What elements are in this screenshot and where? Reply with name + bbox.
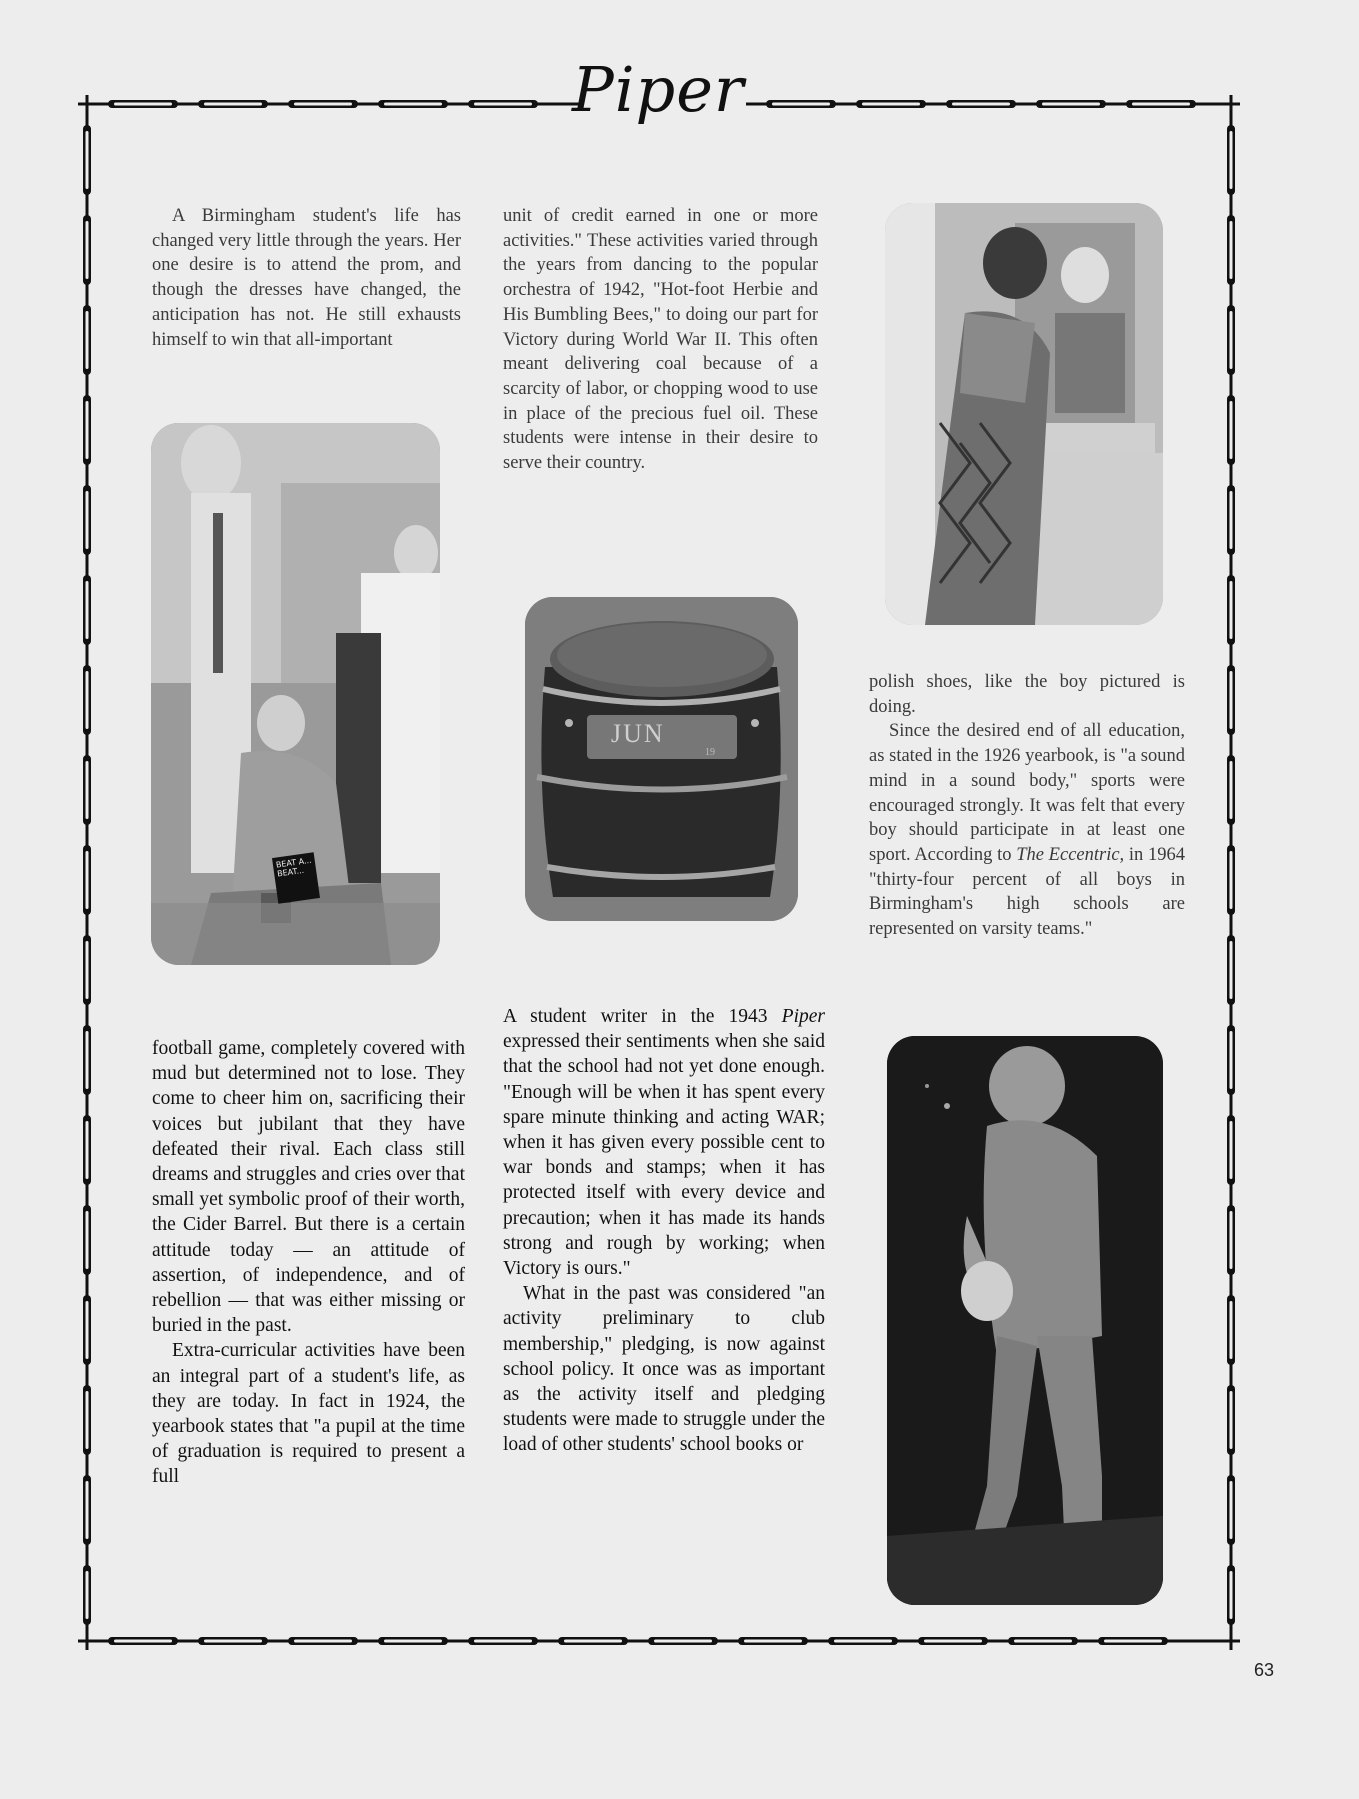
left-paragraph-1: A Birmingham student's life has changed very little through the years. Her one desire is to attend the prom, and though the dresses have changed, the anticipation has not. He still exhausts himself to win that all-important [152,206,461,350]
middle-paragraph-1: unit of credit earned in one or more activities." These activities varied through the years from dancing to the popular orchestra of 1942, "Hot-foot Herbie and His Bumbling Bees," to doing our part for Victory during World War II. This often meant delivering coal because of a scarcity of labor, or chopping wood to use in place of the precious fuel oil. These students were intense in their desire to serve their country. [503,206,818,474]
barrel-plaque-year: 19 [705,747,715,758]
middle-paragraph-2-pre: A student writer in the 1943 [503,1006,782,1027]
right-paragraph-2-italic: The Eccentric, [1016,844,1125,865]
photo-prom-mirror [885,203,1163,625]
middle-paragraph-2 [503,1004,825,1281]
photo-cider-barrel [525,597,798,921]
border-top-right [746,95,1240,113]
barrel-plaque-text: JUN [611,719,665,748]
left-column-top [152,204,461,352]
right-paragraph-2 [869,719,1185,941]
photo-shoe-shine [151,423,440,965]
left-column-bottom [152,1036,465,1490]
middle-column-top [503,204,818,476]
photo-sign: BEAT A... BEAT... [272,852,320,903]
right-paragraph-1: polish shoes, like the boy pictured is doing. [869,672,1185,717]
left-paragraph-3: Extra-curricular activities have been an integral part of a student's life, as they are today. In fact in 1924, the yearbook states that "a pupil at the time of graduation is required to present a full [152,1340,465,1488]
right-paragraph-2-post: in 1964 "thirty-four percent of all boys in Birmingham's high schools are represented on varsity teams." [869,844,1186,940]
left-paragraph-2: football game, completely covered with mud but determined not to lose. They come to cheer him on, sacrificing their voices but jubilant that they have defeated their rival. Each class still dreams and struggles and cries over that small yet symbolic proof of their worth, the Cider Barrel. But there is a certain attitude today — an attitude of assertion, of independence, and of rebellion — that was either missing or buried in the past. [152,1038,465,1337]
border-left [78,95,96,1650]
border-top-left [78,95,580,113]
right-paragraph-2-pre: Since the desired end of all education, as stated in the 1926 yearbook, is "a sound mind in a sound body," sports were encouraged strongly. It was felt that every boy should participate in at least one sport. According to [869,721,1185,865]
middle-paragraph-2-italic: Piper [781,1006,825,1027]
right-column-mid [869,670,1185,942]
border-bottom [78,1632,1240,1650]
page-number: 63 [1253,1660,1274,1680]
border-right [1222,95,1240,1650]
middle-paragraph-2-post: expressed their sentiments when she said that the school had not yet done enough. "Enough will be when it has spent every spare minute thinking and acting WAR; when it has given every possible cent to war bonds and stamps; when it has protected itself with every device and precaution; when it has made its hands strong and rough by working; when Victory is ours." [503,1031,825,1280]
middle-paragraph-3: What in the past was considered "an activity preliminary to club membership," pledging, is now against school policy. It once was as important as the activity itself and pledging students were made to struggle under the load of other students' school books or [503,1283,825,1456]
page-title: Piper [572,53,745,126]
photo-muddy-football [887,1036,1163,1605]
middle-column-bottom [503,1004,825,1458]
